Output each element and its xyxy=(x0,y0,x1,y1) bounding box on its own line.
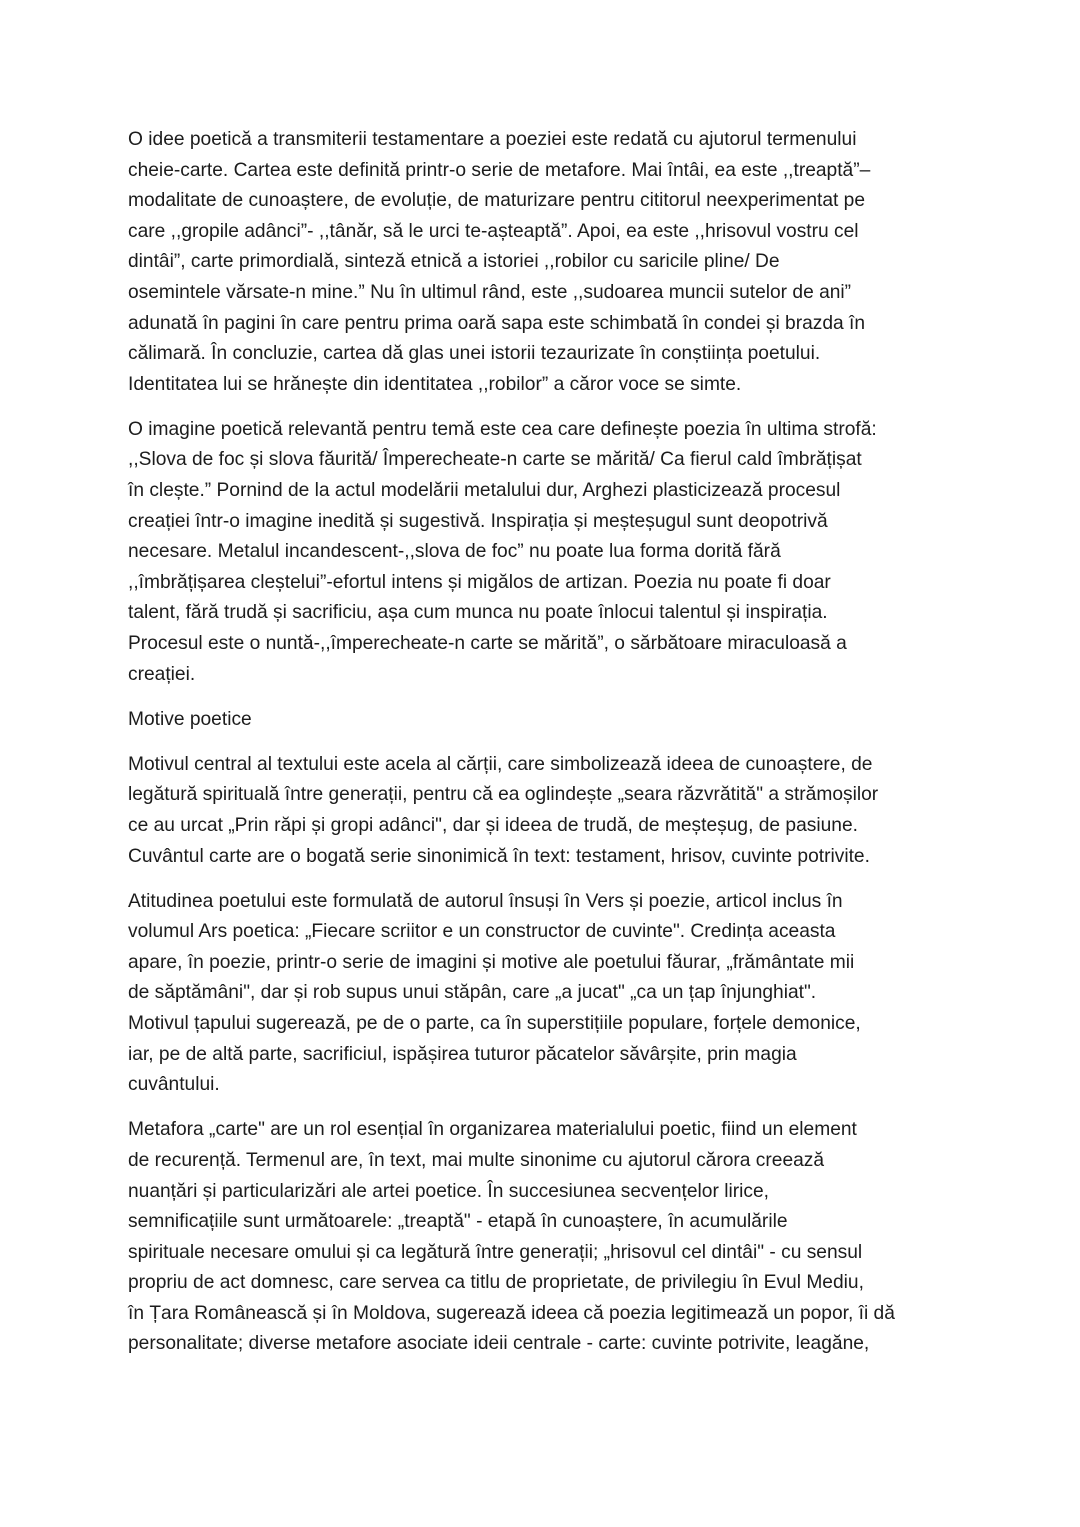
section-heading: Motive poetice xyxy=(128,708,252,730)
paragraph-motiv-central: Motivul central al textului este acela al cărții, care simbolizează ideea de cunoaștere, de legătură spirituală între generații, pentru că ea oglindește „seara răzvrătită" a strămoșilor ce au urcat „Prin răpi și gropi adânci", dar și ideea de trudă, de meșteșug, de pasiune. Cuvântul carte are o bogată serie sinonimică în text: testament, hrisov, cuvinte potrivite. xyxy=(128,753,879,867)
paragraph-imagine-poetica: O imagine poetică relevantă pentru temă este cea care definește poezia în ultima strofă: ,,Slova de foc și slova făurită/ Împerecheate-n carte se mărită/ Ca fierul cald îmbrățișat în clește.” Pornind de la actul modelării metalului dur, Arghezi plasticizează procesul creației într-o imagine inedită și sugestivă. Inspirația și meșteșugul sunt deopotrivă necesare. Metalul incandescent-,,slova de foc” nu poate lua forma dorită fără ,,îmbrățișarea cleștelui”-efortul intens și migălos de artizan. Poezia nu poate fi doar talent, fără trudă și sacrificiu, așa cum munca nu poate înlocui talentul și inspirația. Procesul este o nuntă-,,împerecheate-n carte se mărită”, o sărbătoare miraculoasă a creației. xyxy=(128,418,877,685)
paragraph-carte-treapta: O idee poetică a transmiterii testamentare a poeziei este redată cu ajutorul termenului cheie-carte. Cartea este definită printr-o serie de metafore. Mai întâi, ea este ,,treaptă”– modalitate de cunoaștere, de evoluție, de maturizare pentru cititorul neexperimentat pe care ,,gropile adânci”- ,,tânăr, să le urci te-așteaptă”. Apoi, ea este ,,hrisovul vostru cel dintâi”, carte primordială, sinteză etnică a istoriei ,,robilor cu saricile pline/ De osemintele vărsate-n mine.” Nu în ultimul rând, este ,,sudoarea muncii sutelor de ani” adunată în pagini în care pentru prima oară sapa este schimbată în condei și brazda în călimară. În concluzie, cartea dă glas unei istorii tezaurizate în conștiința poetului. Identitatea lui se hrănește din identitatea ,,robilor” a căror voce se simte. xyxy=(128,129,871,395)
paragraph-metafora-carte: Metafora „carte" are un rol esențial în organizarea materialului poetic, fiind un element de recurență. Termenul are, în text, mai multe sinonime cu ajutorul cărora creează nuanțări și particularizări ale artei poetice. În succesiunea secvențelor lirice, semnificațiile sunt următoarele: „treaptă" - etapă în cunoaștere, în acumulările spirituale necesare omului și ca legătură între generații; „hrisovul cel dintâi" - cu sensul propriu de act domnesc, care servea ca titlu de proprietate, de privilegiu în Evul Mediu, în Țara Românească și în Moldova, sugerează ideea că poezia legitimează un popor, îi dă personalitate; diverse metafore asociate ideii centrale - carte: cuvinte potrivite, leagăne, xyxy=(128,1119,895,1355)
paragraph-atitudinea-poetului: Atitudinea poetului este formulată de autorul însuși în Vers și poezie, articol inclus în volumul Ars poetica: „Fiecare scriitor e un constructor de cuvinte". Credința aceasta apare, în poezie, printr-o serie de imagini și motive ale poetului făurar, „frământate mii de săptămâni", dar și rob supus unui stăpân, care „a jucat" „ca un țap înjunghiat". Motivul țapului sugerează, pe de o parte, ca în superstițiile populare, forțele demonice, iar, pe de altă parte, sacrificiul, ispășirea tuturor păcatelor săvârșite, prin magia cuvântului. xyxy=(128,890,861,1096)
document-page xyxy=(128,125,960,1375)
